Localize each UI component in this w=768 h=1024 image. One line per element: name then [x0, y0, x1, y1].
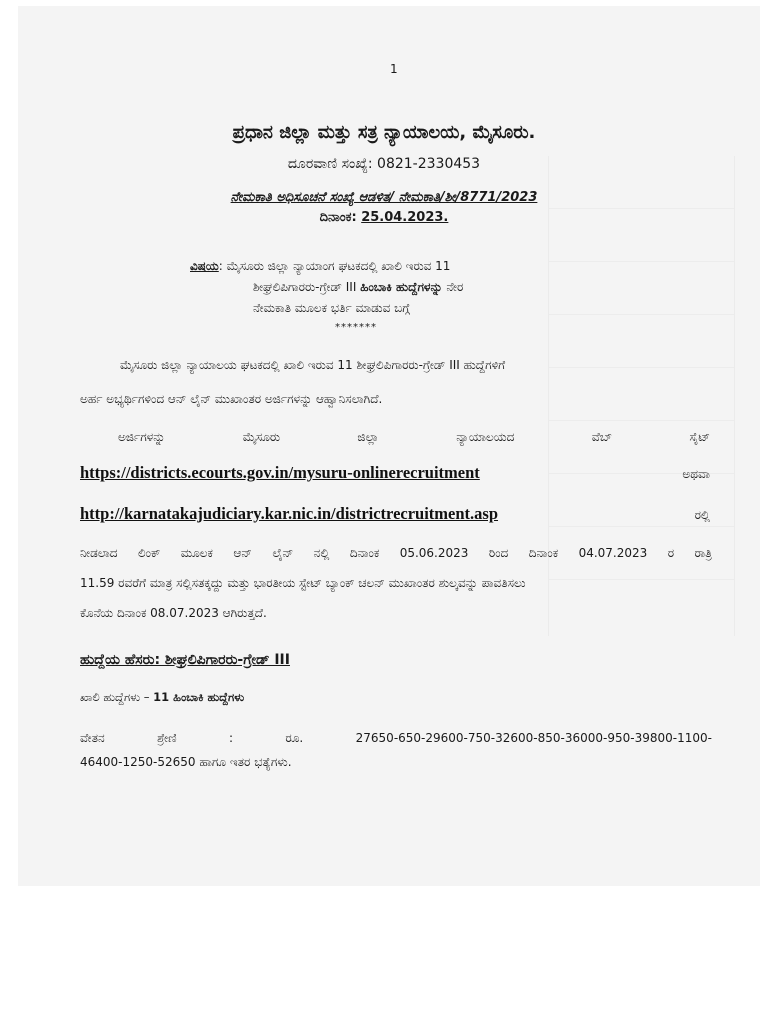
dates-line: [80, 538, 712, 568]
word: ನಲ್ಲಿ: [313, 546, 330, 560]
post-name-heading: ಹುದ್ದೆಯ ಹೆಸರು: ಶೀಘ್ರಲಿಪಿಗಾರರು-ಗ್ರೇಡ್ III: [80, 652, 290, 668]
fee-line: 11.59 ರವರೆಗೆ ಮಾತ್ರ ಸಲ್ಲಿಸತಕ್ಕದ್ದು ಮತ್ತು ಭಾರತೀಯ ಸ್ಟೇಟ್ ಬ್ಯಾಂಕ್ ಚಲನ್ ಮುಖಾಂತರ ಶುಲ್ಕವನ್ನು ಪಾವತಿಸಲು: [80, 576, 526, 590]
judiciary-link[interactable]: http://karnatakajudiciary.kar.nic.in/districtrecruitment.asp: [80, 504, 499, 523]
court-title: ಪ್ರಧಾನ ಜಿಲ್ಲಾ ಮತ್ತು ಸತ್ರ ನ್ಯಾಯಾಲಯ, ಮೈಸೂರು.: [232, 122, 536, 143]
spread-word: ಸೈಟ್: [689, 430, 710, 444]
spread-word: ಜಿಲ್ಲಾ: [357, 430, 379, 444]
end-date: 04.07.2023: [578, 546, 648, 560]
word: ದಿನಾಂಕ: [349, 546, 380, 560]
subject-line-3: ನೇಮಕಾತಿ ಮೂಲಕ ಭರ್ತಿ ಮಾಡುವ ಬಗ್ಗೆ: [253, 301, 410, 315]
date-value: 25.04.2023.: [361, 210, 449, 225]
word: ಮೂಲಕ: [180, 546, 213, 560]
word: ಶ್ರೇಣಿ: [157, 731, 177, 745]
spread-word: ಅರ್ಜಿಗಳನ್ನು: [118, 430, 166, 444]
url-row-1-tail: ಅಥವಾ: [682, 467, 710, 481]
word: :: [228, 731, 234, 745]
vacancy-line: [80, 690, 244, 705]
notification-date: [0, 210, 768, 225]
last-date-line: ಕೊನೆಯ ದಿನಾಂಕ 08.07.2023 ಆಗಿರುತ್ತದೆ.: [80, 606, 267, 620]
spread-word: ಮೈಸೂರು: [242, 430, 281, 444]
url-row-2: [80, 504, 710, 524]
word: ಆನ್: [233, 546, 252, 560]
word: ದಿನಾಂಕ: [528, 546, 559, 560]
pay-line-1: [80, 726, 712, 750]
word: ನೀಡಲಾದ: [80, 546, 118, 560]
subject-line-1: : ಮೈಸೂರು ಜಿಲ್ಲಾ ನ್ಯಾಯಾಂಗ ಘಟಕದಲ್ಲಿ ಖಾಲಿ ಇರುವ 11: [218, 259, 451, 273]
word: ವೇತನ: [80, 731, 105, 745]
pay-scale-values: 27650-650-29600-750-32600-850-36000-950-39800-1100-: [355, 731, 712, 745]
spread-word: ವೆಬ್: [591, 430, 612, 444]
subject-line-2: [190, 277, 610, 298]
intro-paragraph: [80, 348, 710, 416]
pay-line-2: 46400-1250-52650 ಹಾಗೂ ಇತರ ಭತ್ಯೆಗಳು.: [80, 755, 292, 769]
subject-label: ವಿಷಯ: [190, 259, 219, 273]
page-number: 1: [390, 62, 398, 76]
website-line: [118, 430, 710, 445]
word: ಲೈನ್: [272, 546, 294, 560]
word: ರಾತ್ರಿ: [694, 546, 712, 560]
vacancy-value: 11 ಹಿಂಬಾಕಿ ಹುದ್ದೆಗಳು: [153, 690, 245, 704]
subject-line-2a: ಶೀಘ್ರಲಿಪಿಗಾರರು-ಗ್ರೇಡ್ III: [253, 280, 361, 294]
start-date: 05.06.2023: [399, 546, 469, 560]
pay-scale: [80, 726, 712, 774]
word: ರಿಂದ: [488, 546, 509, 560]
notification-number: ನೇಮಕಾತಿ ಅಧಿಸೂಚನೆ ಸಂಖ್ಯೆ ಆಡಳಿತ/ ನೇಮಕಾತಿ/ಶೀ/8771/2023: [230, 190, 538, 205]
intro-line-1-text: ಮೈಸೂರು ಜಿಲ್ಲಾ ನ್ಯಾಯಾಲಯ ಘಟಕದಲ್ಲಿ ಖಾಲಿ ಇರುವ 11 ಶೀಘ್ರಲಿಪಿಗಾರರು-ಗ್ರೇಡ್ III ಹುದ್ದೆಗಳಿಗೆ: [120, 358, 506, 372]
separator-stars: *******: [335, 322, 377, 333]
phone-number: ದೂರವಾಣಿ ಸಂಖ್ಯೆ: 0821-2330453: [287, 156, 481, 172]
date-label: ದಿನಾಂಕ:: [319, 210, 357, 225]
url-row-1: [80, 463, 710, 483]
word: ರೂ.: [285, 731, 304, 745]
vacancy-label: ಖಾಲಿ ಹುದ್ದೆಗಳು –: [80, 690, 154, 704]
subject-block: [190, 256, 610, 319]
spread-word: ನ್ಯಾಯಾಲಯದ: [456, 430, 515, 444]
application-details: [80, 538, 712, 628]
intro-line-1: [80, 348, 710, 382]
intro-line-2: ಅರ್ಹ ಅಭ್ಯರ್ಥಿಗಳಿಂದ ಆನ್ ಲೈನ್ ಮುಖಾಂತರ ಅರ್ಜಿಗಳನ್ನು ಆಹ್ವಾನಿಸಲಾಗಿದೆ.: [80, 392, 383, 406]
word: ಲಿಂಕ್: [138, 546, 161, 560]
subject-line-2c: ನೇರ: [442, 280, 464, 294]
ecourts-link[interactable]: https://districts.ecourts.gov.in/mysuru-onlinerecruitment: [80, 463, 480, 482]
word: ರ: [667, 546, 675, 560]
url-row-2-tail: ರಲ್ಲಿ: [694, 508, 710, 522]
subject-line-2b: ಹಿಂಬಾಕಿ ಹುದ್ದೆಗಳನ್ನು: [360, 280, 443, 294]
